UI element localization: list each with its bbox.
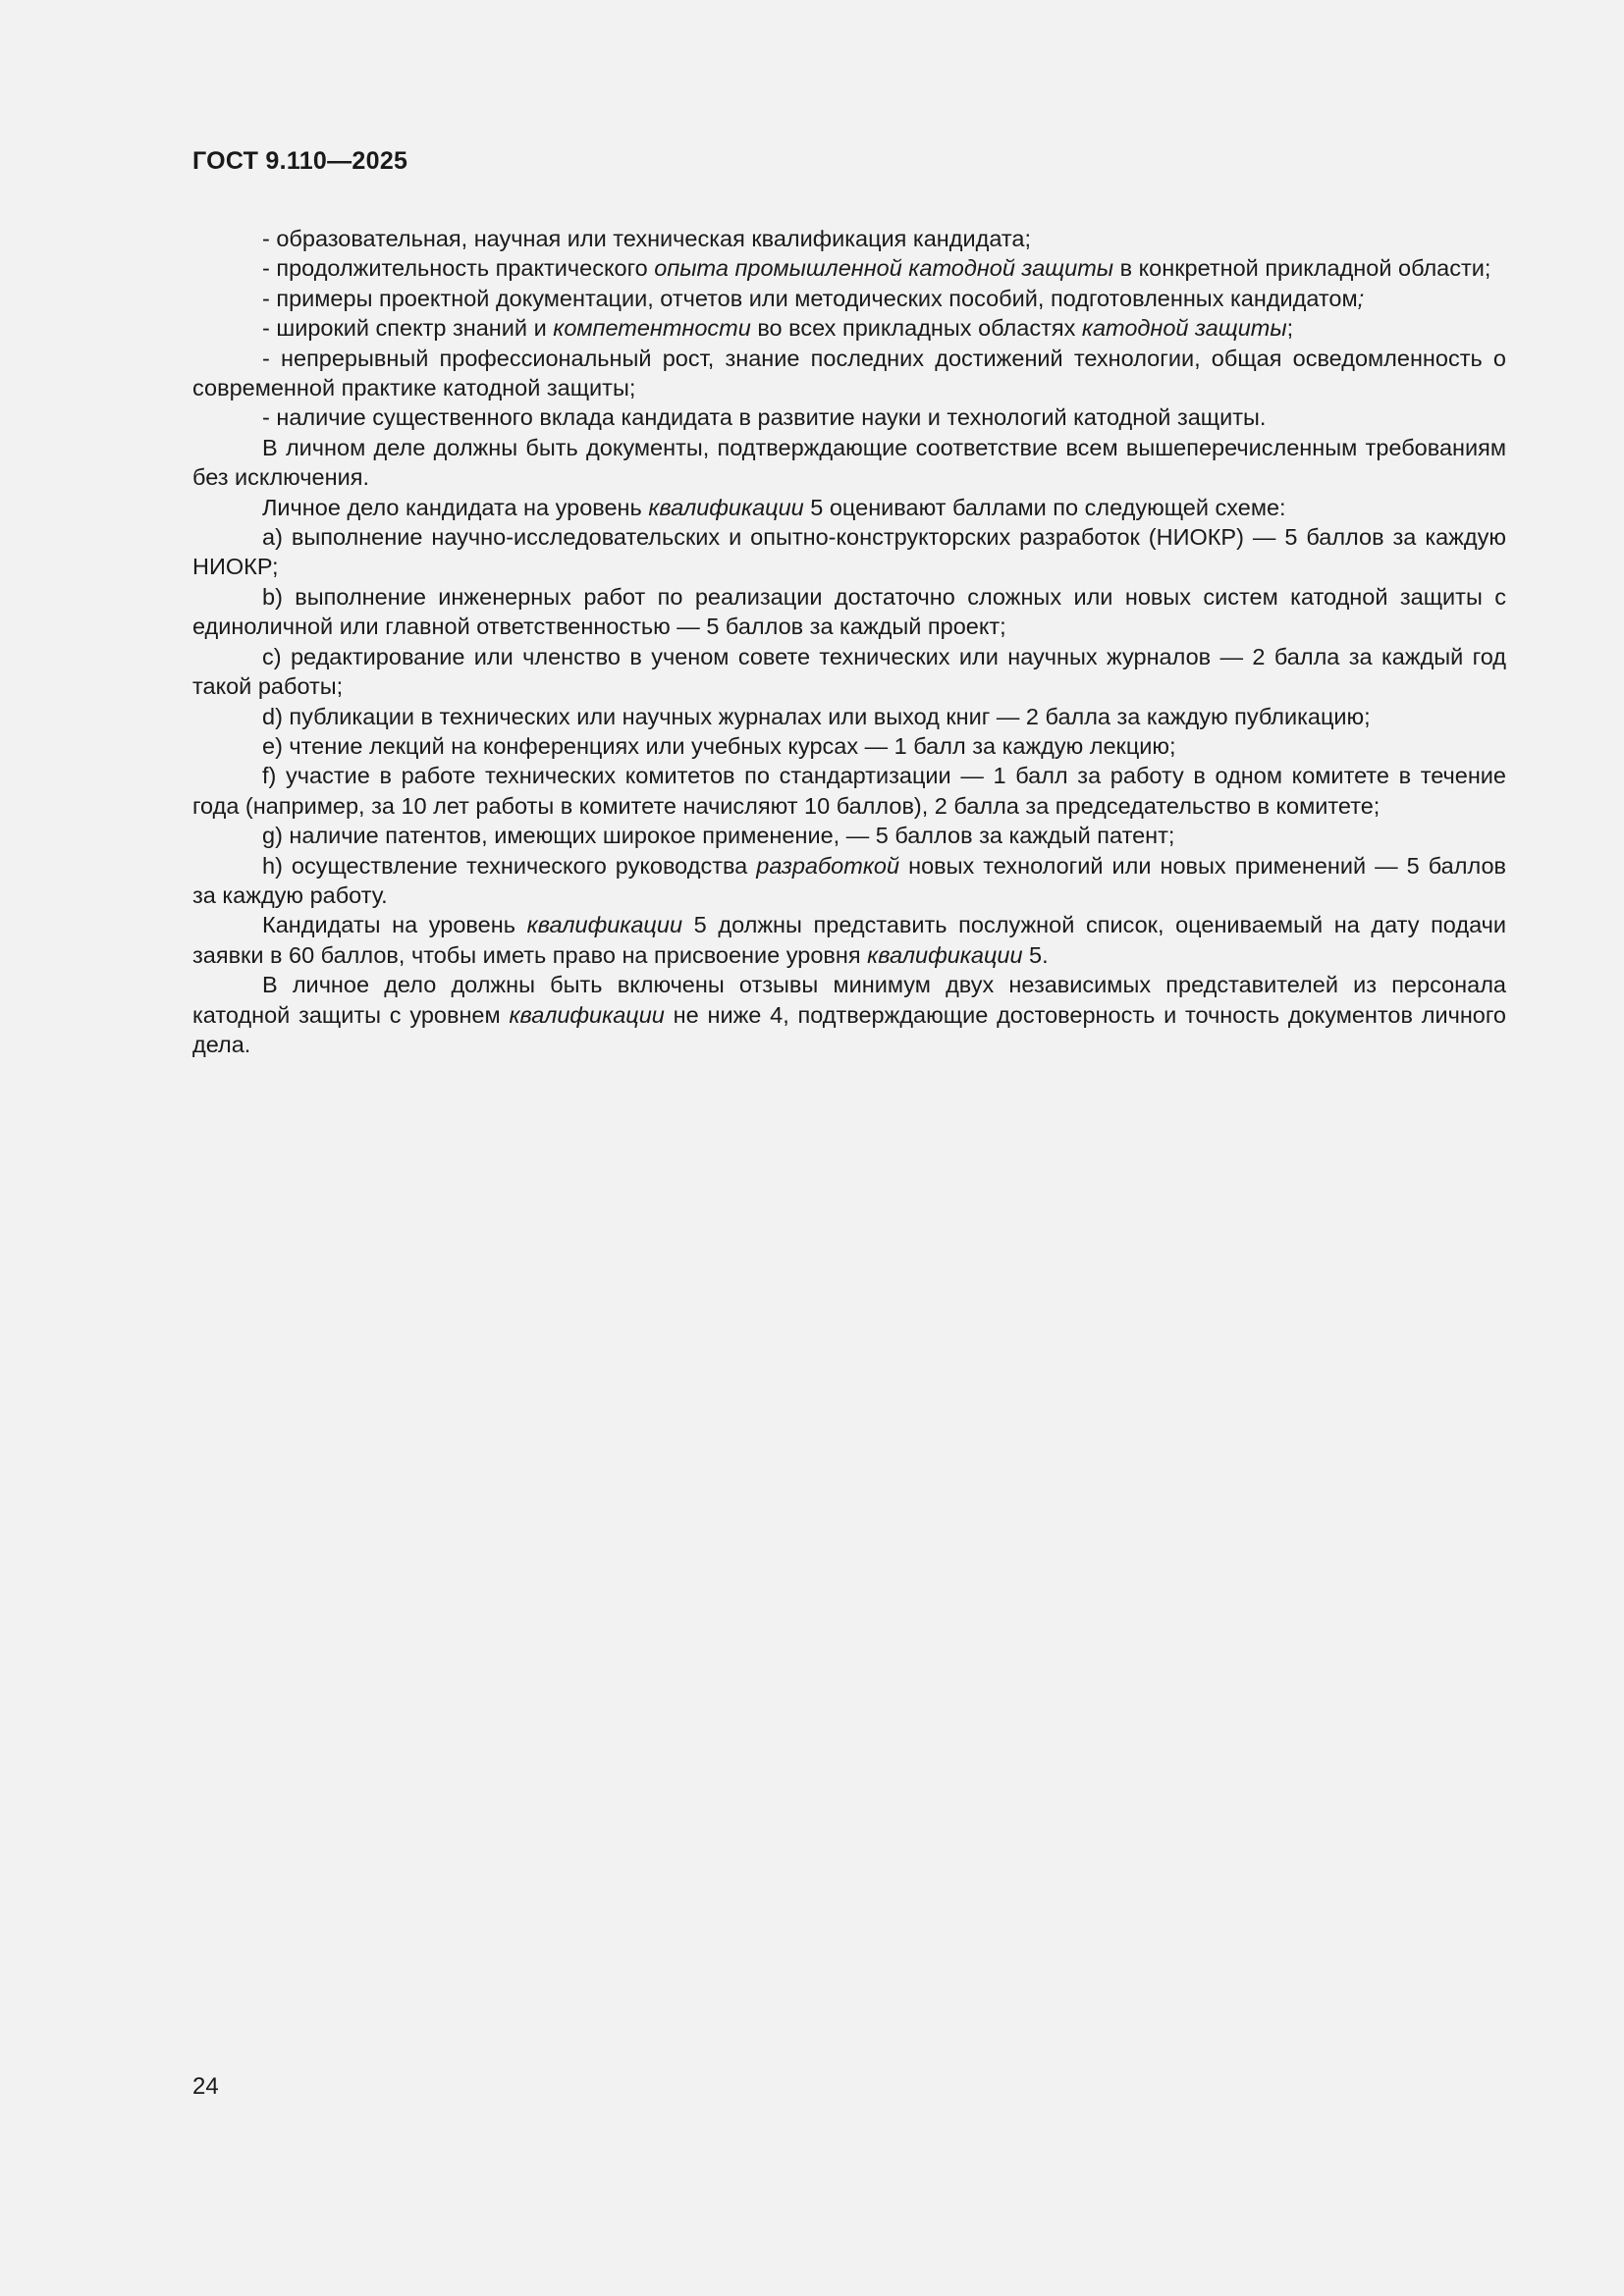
document-body — [192, 224, 1506, 1059]
text-segment: f) участие в работе технических комитетов по стандартизации — 1 балл за работу в одном комитете в течение года (например, за 10 лет работы в комитете начисляют 10 баллов), 2 балла за председательство в комитете; — [192, 763, 1506, 819]
document-header: ГОСТ 9.110—2025 — [192, 147, 408, 175]
text-segment: новых технологий или новых применений — 5 баллов за каждую работу. — [192, 852, 1506, 908]
text-segment: - примеры проектной документации, отчетов или методических пособий, подготовленных кандидатом — [262, 285, 1358, 311]
text-segment: В личном деле должны быть документы, подтверждающие соответствие всем вышеперечисленным требованиям без исключения. — [192, 434, 1506, 491]
paragraph-item-a — [192, 522, 1506, 582]
paragraph-bullet-5 — [192, 344, 1506, 403]
paragraph-bullet-1 — [192, 224, 1506, 253]
italic-term: опыта промышленной катодной защиты — [654, 255, 1114, 282]
text-segment: 5 оценивают баллами по следующей схеме: — [803, 494, 1286, 520]
text-segment: в конкретной прикладной области; — [1113, 255, 1491, 282]
paragraph-item-d — [192, 702, 1506, 731]
paragraph-bullet-4 — [192, 313, 1506, 343]
paragraph-item-b — [192, 582, 1506, 642]
text-segment: В личное дело должны быть включены отзывы минимум двух независимых представителей из персонала катодной защиты с уровнем — [192, 972, 1506, 1028]
paragraph-item-e — [192, 731, 1506, 761]
paragraph-para-references — [192, 970, 1506, 1059]
italic-term: квалификации — [509, 1001, 665, 1028]
text-segment: не ниже 4, подтверждающие достоверность и точность документов личного дела. — [192, 1001, 1506, 1057]
paragraph-para-dossier — [192, 433, 1506, 493]
text-segment: d) публикации в технических или научных журналах или выход книг — 2 балла за каждую публикацию; — [262, 703, 1371, 729]
paragraph-bullet-3 — [192, 284, 1506, 313]
paragraph-para-scoring — [192, 493, 1506, 522]
text-segment: Кандидаты на уровень — [262, 912, 527, 938]
italic-term: разработкой — [756, 852, 900, 879]
paragraph-bullet-2 — [192, 253, 1506, 283]
italic-term: квалификации — [867, 941, 1023, 968]
text-segment: h) осуществление технического руководства — [262, 852, 757, 879]
text-segment: во всех прикладных областях — [750, 315, 1082, 342]
text-segment: g) наличие патентов, имеющих широкое применение, — 5 баллов за каждый патент; — [262, 823, 1175, 849]
paragraph-item-h — [192, 851, 1506, 911]
paragraph-item-f — [192, 761, 1506, 821]
text-segment: b) выполнение инженерных работ по реализации достаточно сложных или новых систем катодной защиты с единоличной или главной ответственностью — 5 баллов за каждый проект; — [192, 583, 1506, 640]
italic-term: катодной защиты — [1081, 315, 1287, 342]
paragraph-item-g — [192, 821, 1506, 850]
page-number: 24 — [192, 2073, 219, 2100]
text-segment: Личное дело кандидата на уровень — [262, 494, 649, 520]
paragraph-para-candidates — [192, 910, 1506, 970]
text-segment: - образовательная, научная или техническая квалификация кандидата; — [262, 226, 1031, 251]
text-segment: - продолжительность практического — [262, 255, 655, 282]
text-segment: - непрерывный профессиональный рост, знание последних достижений технологии, общая осведомленность о современной практике катодной защиты; — [192, 345, 1506, 401]
text-segment: - широкий спектр знаний и — [262, 315, 554, 342]
italic-term: компетентности — [553, 315, 751, 342]
text-segment: a) выполнение научно-исследовательских и опытно-конструкторских разработок (НИОКР) — 5 баллов за каждую НИОКР; — [192, 524, 1506, 580]
text-segment: e) чтение лекций на конференциях или учебных курсах — 1 балл за каждую лекцию; — [262, 732, 1176, 759]
text-segment: 5. — [1022, 941, 1049, 968]
paragraph-item-c — [192, 642, 1506, 702]
text-segment: ; — [1286, 315, 1294, 342]
italic-term: квалификации — [526, 912, 683, 938]
text-segment: c) редактирование или членство в ученом совете технических или научных журналов — 2 балла за каждый год такой работы; — [192, 643, 1506, 700]
text-segment: - наличие существенного вклада кандидата в развитие науки и технологий катодной защиты. — [262, 404, 1267, 431]
italic-term: квалификации — [648, 494, 804, 520]
paragraph-bullet-6 — [192, 402, 1506, 432]
italic-term: ; — [1357, 285, 1365, 311]
text-segment: 5 должны представить послужной список, оцениваемый на дату подачи заявки в 60 баллов, чтобы иметь право на присвоение уровня — [192, 912, 1506, 968]
